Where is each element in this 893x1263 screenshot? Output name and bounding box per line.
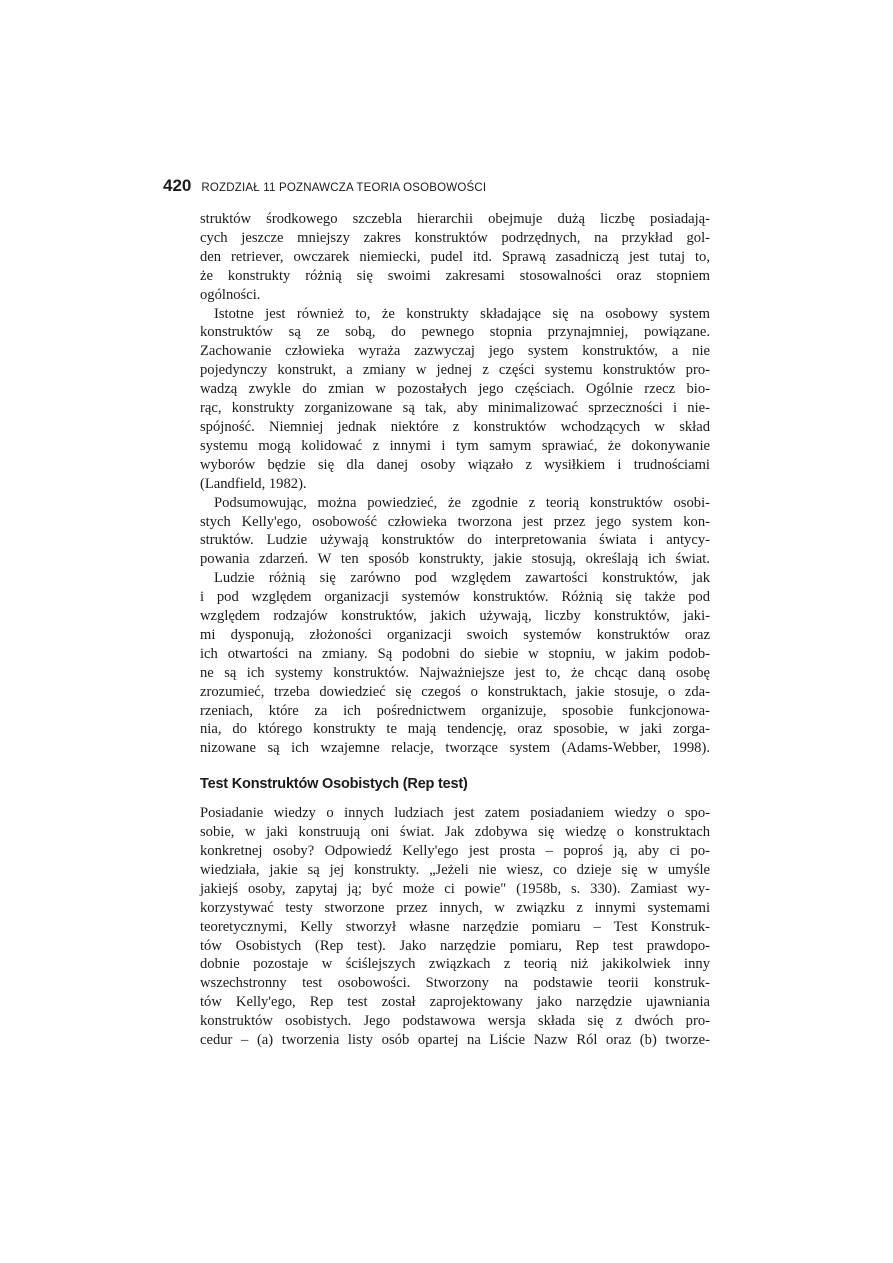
text-line: Zachowanie człowieka wyraża zazwyczaj jego system konstruktów, a nie — [200, 343, 710, 360]
paragraph — [200, 210, 710, 305]
text-line: tów Kelly'ego, Rep test został zaprojektowany jako narzędzie ujawniania — [200, 994, 710, 1011]
text-line: cych jeszcze mniejszy zakres konstruktów podrzędnych, na przykład gol- — [200, 229, 710, 246]
text-line: rzeniach, które za ich pośrednictwem organizuje, sposobie funkcjonowa- — [200, 702, 710, 719]
text-line: względem rodzajów konstruktów, jakich używają, liczby konstruktów, jaki- — [200, 608, 710, 625]
page-header — [163, 176, 486, 196]
paragraph — [200, 804, 710, 1050]
text-line: struktów środkowego szczebla hierarchii obejmuje dużą liczbę posiadają- — [200, 211, 710, 227]
section-heading: Test Konstruktów Osobistych (Rep test) — [200, 776, 468, 793]
text-line: Posiadanie wiedzy o innych ludziach jest zatem posiadaniem wiedzy o spo- — [200, 805, 710, 822]
text-line: nizowane są ich wzajemne relacje, tworzące system (Adams-Webber, 1998). — [200, 740, 710, 757]
text-line: wszechstronny test osobowości. Stworzony na podstawie teorii konstruk- — [200, 975, 710, 992]
text-line: że konstrukty różnią się swoimi zakresami stosowalności oraz stopniem — [200, 267, 710, 284]
text-line: konstruktów są ze sobą, do pewnego stopnia przynajmniej, powiązane. — [200, 324, 710, 341]
paragraph — [200, 569, 710, 758]
text-line: pojedynczy konstrukt, a zmiany w jednej z części systemu konstruktów pro- — [200, 362, 710, 379]
text-line: mi dysponują, złożoności organizacji swoich systemów konstruktów oraz — [200, 626, 710, 643]
text-line: cedur – (a) tworzenia listy osób opartej na Liście Nazw Ról oraz (b) tworze- — [200, 1032, 710, 1049]
text-line: jakiejś osoby, zapytaj ją; być może ci powie" (1958b, s. 330). Zamiast wy- — [200, 880, 710, 897]
text-line: Podsumowując, można powiedzieć, że zgodnie z teorią konstruktów osobi- — [214, 494, 710, 511]
text-line: ne są ich systemy konstruktów. Najważniejsze jest to, że chcąc daną osobę — [200, 664, 710, 681]
paragraph — [200, 494, 710, 570]
text-line: Istotne jest również to, że konstrukty składające się na osobowy system — [214, 305, 710, 322]
text-line: dobnie pozostaje w ściślejszych związkach z teorią niż jakikolwiek inny — [200, 956, 710, 973]
text-line: ogólności. — [200, 286, 261, 303]
text-line: systemu mogą kolidować z innymi i tym samym sprawiać, że dokonywanie — [200, 437, 710, 454]
text-line: teoretycznymi, Kelly stworzył własne narzędzie pomiaru – Test Konstruk- — [200, 918, 710, 935]
text-line: den retriever, owczarek niemiecki, pudel itd. Sprawą zasadniczą jest tutaj to, — [200, 248, 710, 265]
text-line: wyborów będzie się dla danej osoby wiązało z wysiłkiem i trudnościami — [200, 456, 710, 473]
page-body — [200, 210, 710, 1050]
text-line: i pod względem organizacji systemów konstruktów. Różnią się także pod — [200, 589, 710, 606]
text-line: struktów. Ludzie używają konstruktów do interpretowania świata i antycy- — [200, 532, 710, 549]
page-number: 420 — [163, 176, 192, 195]
text-line: nia, do którego konstrukty te mają tendencję, oraz sposobie, w jaki zorga- — [200, 721, 710, 738]
text-line: rąc, konstrukty zorganizowane są tak, aby minimalizować sprzeczności i nie- — [200, 400, 710, 417]
text-line: (Landfield, 1982). — [200, 475, 307, 492]
text-line: Ludzie różnią się zarówno pod względem zawartości konstruktów, jak — [214, 570, 710, 587]
text-line: zrozumieć, trzeba dowiedzieć się czegoś o konstruktach, jakie stosuje, o zda- — [200, 683, 710, 700]
running-head: ROZDZIAŁ 11 POZNAWCZA TEORIA OSOBOWOŚCI — [201, 182, 487, 194]
text-line: ich otwartości na zmiany. Są podobni do siebie w stopniu, w jakim podob- — [200, 645, 710, 662]
text-line: korzystywać testy stworzone przez innych, w związku z innymi systemami — [200, 899, 710, 916]
text-line: tów Osobistych (Rep test). Jako narzędzie pomiaru, Rep test prawdopo- — [200, 937, 710, 954]
text-line: konkretnej osoby? Odpowiedź Kelly'ego jest prosta – poproś ją, aby ci po- — [200, 843, 710, 859]
paragraph — [200, 305, 710, 494]
text-line: wadzą zwykle do zmian w pozostałych jego częściach. Ogólnie rzecz bio- — [200, 381, 710, 398]
text-line: stych Kelly'ego, osobowość człowieka tworzona jest przez jego system kon- — [200, 513, 710, 530]
text-line: sobie, w jaki konstruują oni świat. Jak zdobywa się wiedzę o konstruktach — [200, 824, 710, 841]
text-line: wiedziała, jakie są jej konstrukty. „Jeżeli nie wiesz, co dzieje się w umyśle — [200, 861, 710, 878]
text-line: spójność. Niemniej jednak niektóre z konstruktów wchodzących w skład — [200, 418, 710, 435]
text-line: konstruktów osobistych. Jego podstawowa wersja składa się z dwóch pro- — [200, 1013, 710, 1030]
text-line: powania zdarzeń. W ten sposób konstrukty, jakie stosują, określają ich świat. — [200, 551, 710, 568]
